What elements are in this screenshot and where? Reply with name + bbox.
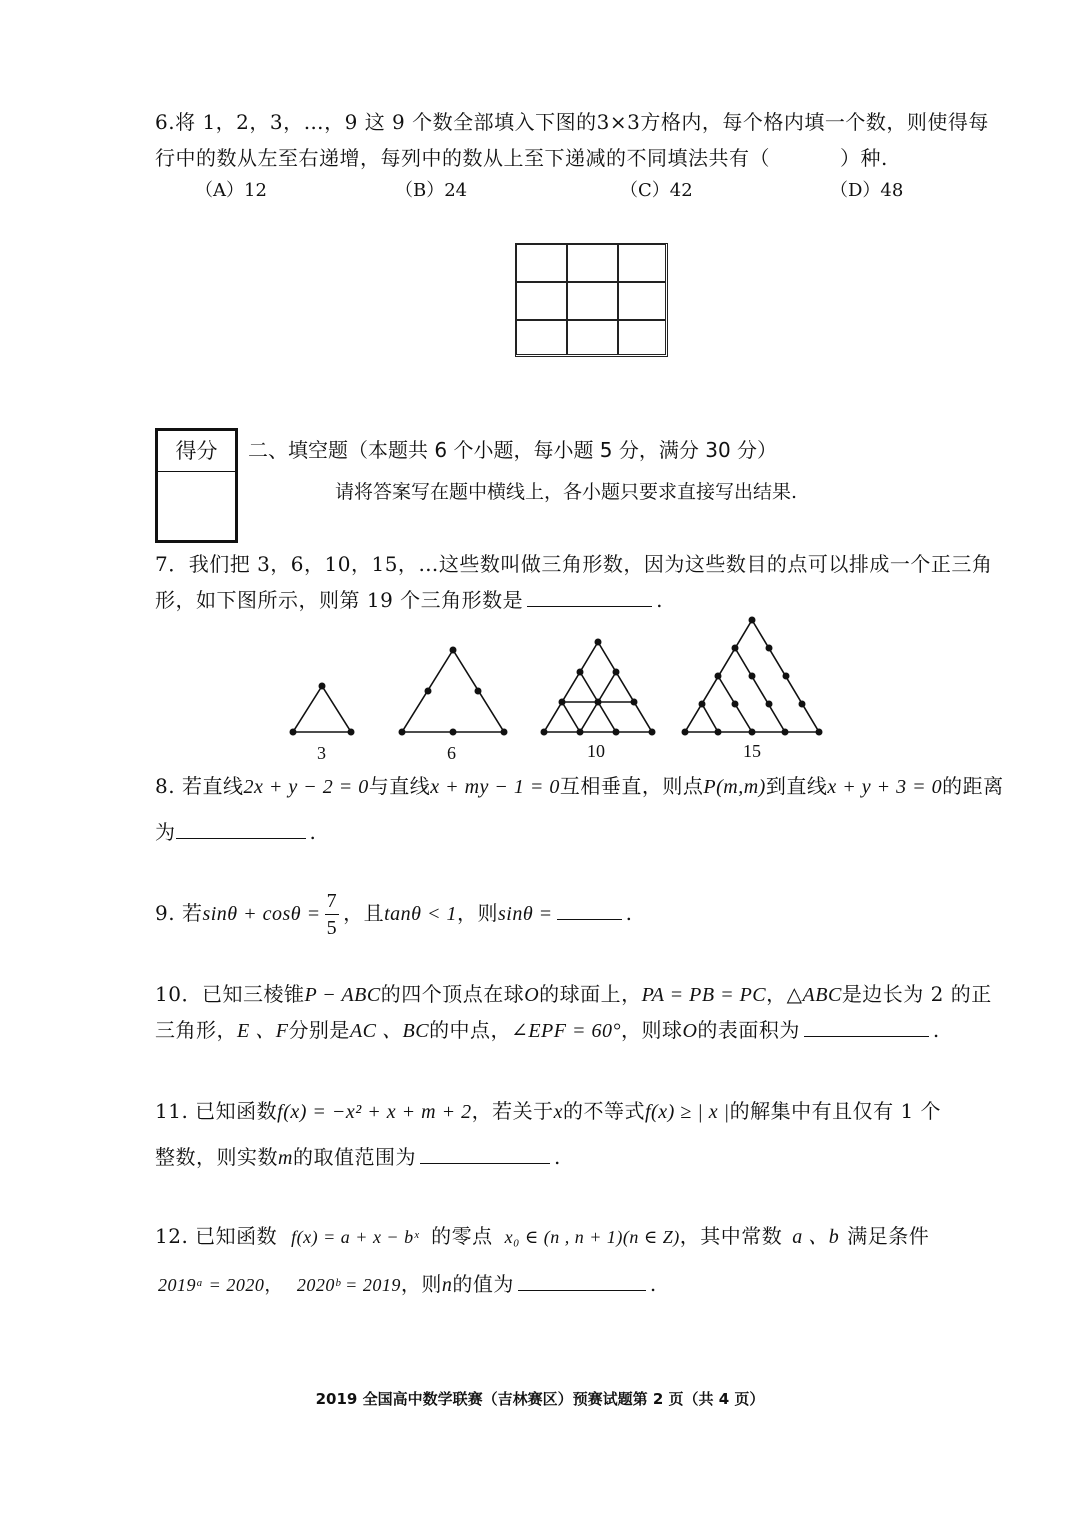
q10-answer-blank xyxy=(804,1018,929,1037)
q12-condition-2: 2020ᵇ = 2019 xyxy=(296,1275,401,1295)
grid-cell xyxy=(516,244,567,282)
q12-end: . xyxy=(649,1272,657,1296)
q10-text-f: 三角形， xyxy=(155,1018,237,1042)
dot xyxy=(450,647,457,654)
q7-end: . xyxy=(656,588,664,612)
q9-line xyxy=(155,886,633,941)
q10-angle: ∠EPF = 60° xyxy=(511,1020,621,1042)
q9-prefix: 9. 若 xyxy=(155,901,203,925)
grid-cell xyxy=(618,282,666,320)
q6-line1: 6.将 1，2，3，…，9 这 9 个数全部填入下图的3×3方格内，每个格内填一个数，则使得每 xyxy=(155,110,989,134)
grid-cell xyxy=(618,320,666,355)
q11-answer-blank xyxy=(420,1145,550,1164)
dot xyxy=(649,729,656,736)
q10-text-g: 分别是 xyxy=(288,1018,350,1042)
dot xyxy=(290,729,297,736)
q7-line2 xyxy=(155,586,663,614)
dot xyxy=(749,673,756,680)
q12-answer-blank xyxy=(518,1272,646,1291)
q10-text-j: 的表面积为 xyxy=(697,1018,800,1042)
dot xyxy=(348,729,355,736)
q11-text-a: 11. 已知函数 xyxy=(155,1099,278,1123)
q7-line1: 7．我们把 3，6，10，15，…这些数叫做三角形数，因为这些数目的点可以排成一个正三角 xyxy=(155,552,993,576)
grid-cell xyxy=(516,282,567,320)
q12-text-e: ，则 xyxy=(400,1272,442,1296)
grid-cell xyxy=(516,320,567,355)
dot xyxy=(450,729,457,736)
section-instruction: 请将答案写在题中横线上，各小题只要求直接写出结果. xyxy=(335,481,798,503)
q10-sphere-o: O xyxy=(524,984,540,1006)
q10-line2 xyxy=(155,1016,940,1045)
dot xyxy=(475,688,482,695)
q11-function: f(x) = −x² + x + m + 2 xyxy=(277,1101,472,1123)
dot xyxy=(631,699,638,706)
q12-separator: ， xyxy=(264,1275,283,1296)
q8-line2 xyxy=(155,818,316,846)
q9-lhs: sinθ + cosθ = xyxy=(202,903,321,925)
q10-sphere-o-2: O xyxy=(682,1020,698,1042)
q7-answer-blank xyxy=(527,588,652,607)
q10-segments: AC 、BC xyxy=(349,1020,430,1042)
q11-text-d: 的解集中有且仅有 1 个 xyxy=(729,1099,942,1123)
triangle-label-6: 6 xyxy=(447,743,456,763)
q6-option-d: （D）48 xyxy=(830,180,904,201)
q12-text-c: ，其中常数 xyxy=(679,1224,783,1248)
q11-text-b: ，若关于 xyxy=(471,1099,554,1123)
q12-condition-1: 2019ᵃ = 2020 xyxy=(158,1275,265,1295)
dot xyxy=(715,729,722,736)
q8-mid1: 与直线 xyxy=(368,774,431,798)
q11-end: . xyxy=(553,1145,561,1169)
triangle-3 xyxy=(293,686,351,732)
q8-eq1: 2x + y − 2 = 0 xyxy=(243,776,369,798)
q8-eq3: x + y + 3 = 0 xyxy=(827,776,943,798)
triangle-label-10: 10 xyxy=(587,741,605,761)
q8-mid3: 到直线 xyxy=(765,774,828,798)
q12-text-a: 12. 已知函数 xyxy=(155,1224,278,1248)
dot xyxy=(816,729,823,736)
q10-points-ef: E 、F xyxy=(237,1020,289,1042)
q10-text-e: 是边长为 2 的正 xyxy=(841,982,992,1006)
dot xyxy=(399,729,406,736)
q8-prefix: 8. 若直线 xyxy=(155,774,244,798)
q11-var-x: x xyxy=(553,1101,563,1123)
q12-var-n: n xyxy=(441,1274,453,1296)
q12-line2 xyxy=(158,1270,657,1300)
q6-option-b: （B）24 xyxy=(395,180,468,201)
q11-text-f: 的取值范围为 xyxy=(292,1145,416,1169)
q9-mid2: ，则 xyxy=(456,901,498,925)
dot xyxy=(595,699,602,706)
triangle-label-3: 3 xyxy=(317,743,326,763)
q10-text-h: 的中点， xyxy=(429,1018,512,1042)
dot xyxy=(613,669,620,676)
q6-option-a: （A）12 xyxy=(195,180,267,201)
score-box xyxy=(155,428,238,543)
q10-text-c: 的球面上， xyxy=(539,982,642,1006)
q9-ask: sinθ = xyxy=(497,903,553,925)
dot xyxy=(595,639,602,646)
q11-line1 xyxy=(155,1097,941,1126)
q11-text-c: 的不等式 xyxy=(563,1099,645,1123)
score-label: 得分 xyxy=(158,431,235,472)
q9-denominator: 5 xyxy=(326,917,338,939)
q9-condition: tanθ < 1 xyxy=(384,903,457,925)
q6-line2-text: 行中的数从左至右递增，每列中的数从上至下递减的不同填法共有（ xyxy=(155,146,770,170)
section-title: 二、填空题（本题共 6 个小题，每小题 5 分，满分 30 分） xyxy=(248,438,778,462)
q9-numerator: 7 xyxy=(325,888,340,915)
q8-suffix: 的距离 xyxy=(942,774,1004,798)
triangle-6 xyxy=(402,650,504,732)
three-by-three-grid xyxy=(515,243,668,357)
dot xyxy=(749,617,756,624)
q12-text-b: 的零点 xyxy=(431,1224,493,1248)
dot xyxy=(577,729,584,736)
grid-cell xyxy=(567,244,618,282)
q6-option-c: （C）42 xyxy=(620,180,693,201)
dot xyxy=(501,729,508,736)
q12-text-f: 的值为 xyxy=(452,1272,514,1296)
grid-cell xyxy=(567,282,618,320)
dot xyxy=(766,645,773,652)
dot xyxy=(732,645,739,652)
dot xyxy=(319,683,326,690)
dot xyxy=(783,673,790,680)
q8-line2-text: 为 xyxy=(155,820,176,844)
q12-zero: x₀ ∈ (n , n + 1)(n ∈ Z) xyxy=(504,1227,680,1247)
q8-eq2: x + my − 1 = 0 xyxy=(430,776,560,798)
dot xyxy=(559,699,566,706)
q9-answer-blank xyxy=(557,901,622,920)
q6-line2 xyxy=(155,144,888,172)
dot xyxy=(541,729,548,736)
q10-equalities: PA = PB = PC xyxy=(641,984,767,1006)
q12-text-d: 满足条件 xyxy=(847,1224,930,1248)
q10-text-a: 10．已知三棱锥 xyxy=(155,982,305,1006)
dot xyxy=(749,729,756,736)
q10-line1 xyxy=(155,980,992,1009)
dot xyxy=(732,701,739,708)
q10-pyramid: P − ABC xyxy=(304,984,381,1006)
q10-end: . xyxy=(932,1018,940,1042)
triangle-label-15: 15 xyxy=(743,741,761,761)
dot xyxy=(613,729,620,736)
triangle-numbers-figure xyxy=(280,615,840,740)
q10-text-b: 的四个顶点在球 xyxy=(380,982,525,1006)
q9-mid: ，且 xyxy=(343,901,385,925)
q6-line2-end: ）种. xyxy=(840,146,888,170)
q8-mid2: 互相垂直，则点 xyxy=(559,774,704,798)
dot xyxy=(425,688,432,695)
q8-end: . xyxy=(309,820,317,844)
grid-cell xyxy=(618,244,666,282)
q10-text-i: ，则球 xyxy=(620,1018,683,1042)
dot xyxy=(782,729,789,736)
q9-end: . xyxy=(625,901,633,925)
dot xyxy=(799,701,806,708)
triangle-10 xyxy=(544,642,652,732)
q12-line1 xyxy=(155,1222,929,1251)
page-footer: 2019 全国高中数学联赛（吉林赛区）预赛试题第 2 页（共 4 页） xyxy=(315,1390,765,1408)
q12-function: f(x) = a + x − bˣ xyxy=(291,1227,420,1247)
dot xyxy=(699,701,706,708)
q11-text-e: 整数，则实数 xyxy=(155,1145,278,1169)
dot xyxy=(577,669,584,676)
q10-text-d: ， xyxy=(766,982,787,1006)
q12-constants: a 、b xyxy=(792,1226,840,1248)
q10-triangle: △ABC xyxy=(786,984,842,1006)
q11-var-m: m xyxy=(278,1147,293,1169)
grid-cell xyxy=(567,320,618,355)
q11-line2 xyxy=(155,1143,561,1172)
q9-fraction xyxy=(325,888,340,941)
dot xyxy=(682,729,689,736)
q8-point: P(m,m) xyxy=(703,776,766,798)
q8-line1 xyxy=(155,772,1004,801)
q8-answer-blank xyxy=(176,820,306,839)
q7-line2-text: 形，如下图所示，则第 19 个三角形数是 xyxy=(155,588,524,612)
dot xyxy=(715,673,722,680)
dot xyxy=(766,701,773,708)
q11-inequality: f(x) ≥ | x | xyxy=(645,1101,730,1123)
